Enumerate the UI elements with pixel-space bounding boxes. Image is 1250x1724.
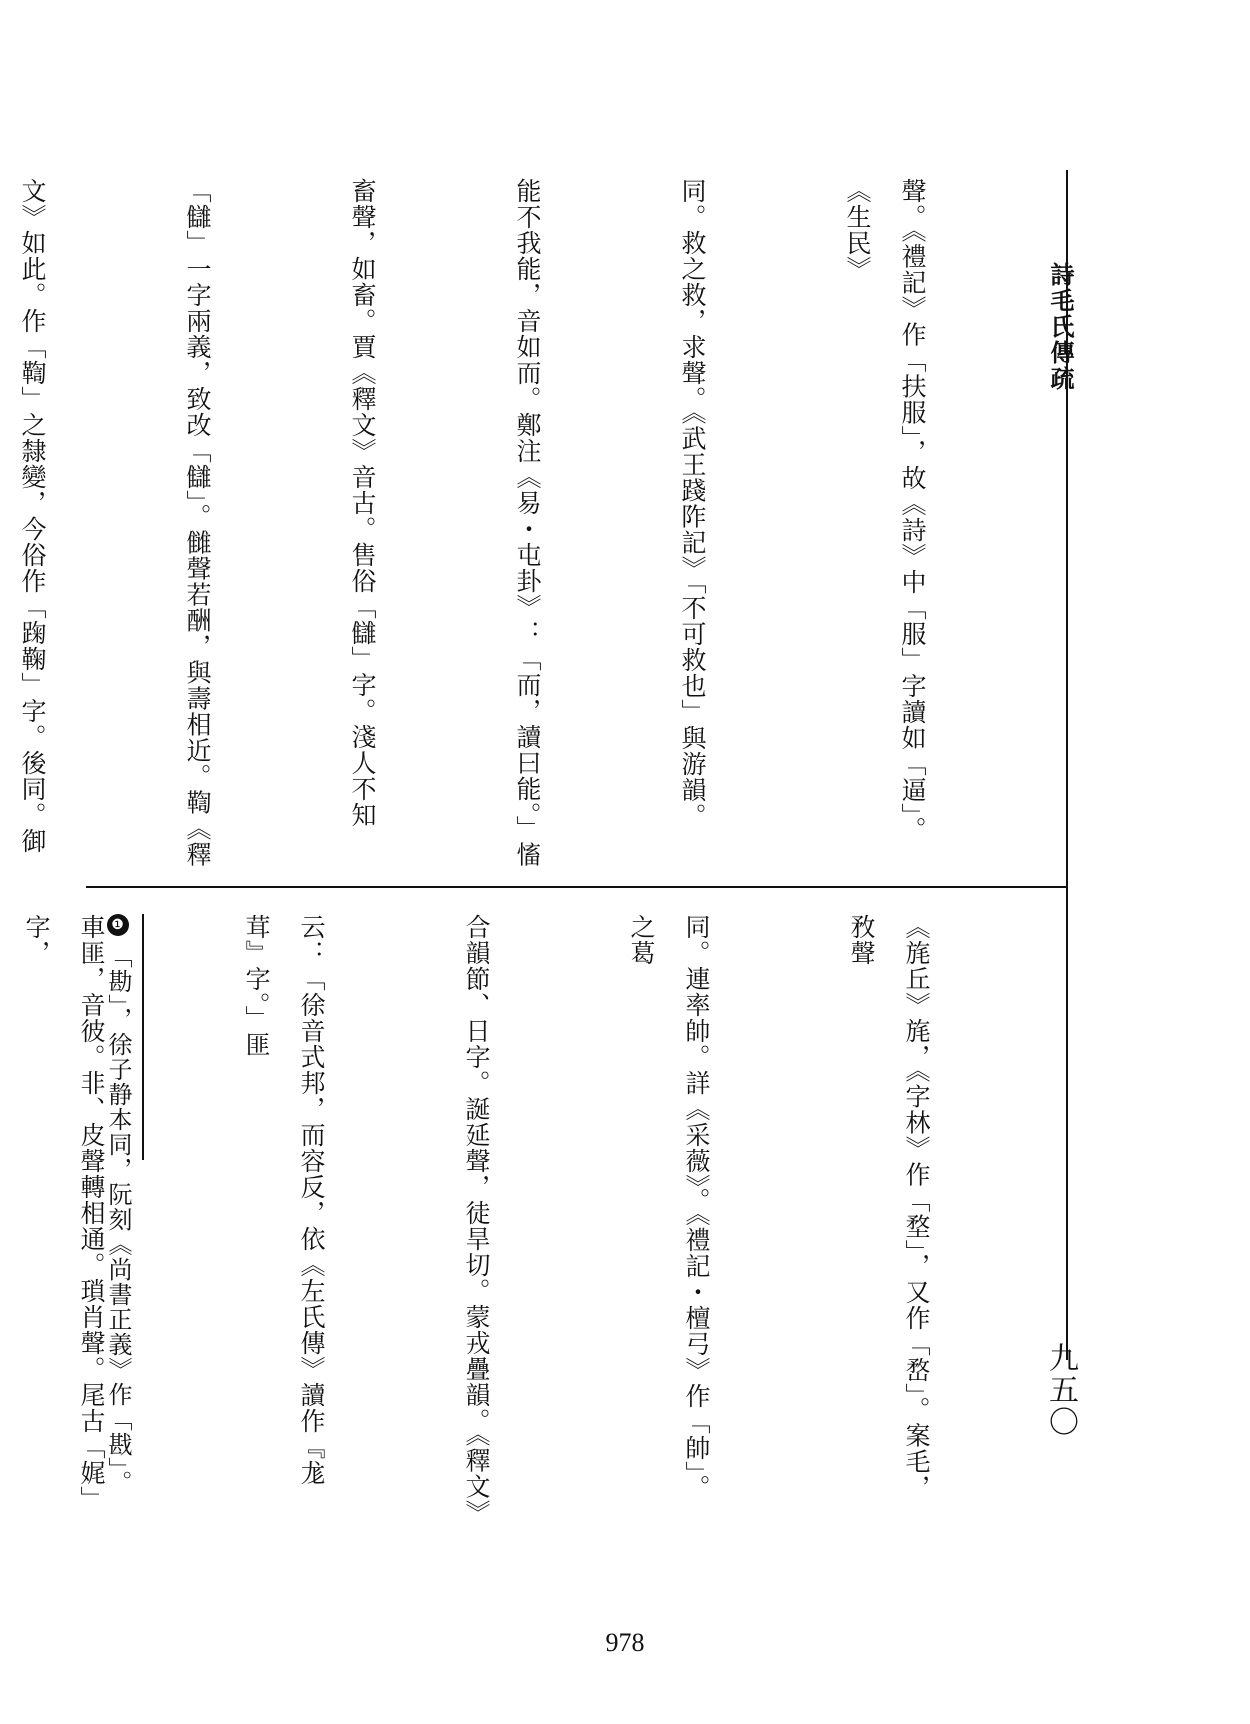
upper-text-block [18, 178, 1050, 868]
text-column: 「讎」一字兩義，致改「讎」。雠聲若酬，與壽相近。鞫《釋 [183, 178, 212, 868]
running-title: 詩毛氏傳疏 [1046, 262, 1075, 392]
text-column: 畜聲，如畜。賈《釋文》音古。售俗「讎」字。淺人不知 [348, 178, 377, 828]
text-column: 云：「徐音式邦，而容反，依《左氏傳》讀作『尨茸』字。」匪 [242, 914, 326, 1486]
text-column: 合韻節、日字。誕延聲，徒旱切。蒙戎疊韻。《釋文》 [462, 914, 491, 1526]
footnote [98, 914, 138, 1534]
text-column: 《旄丘》旄，《字林》作「堥」，又作「嵍」。案毛，敄聲 [847, 914, 931, 1501]
footnote-text: 「勘」，徐子静本同，阮刻《尚書正義》作「戡」。 [104, 944, 132, 1495]
text-column: 聲。《禮記》作「扶服」，故《詩》中「服」字讀如「逼」。《生民》 [843, 178, 927, 843]
text-column: 同。連率帥。詳《采薇》。《禮記・檀弓》作「帥」。之葛 [627, 914, 711, 1501]
folio-number: 九五〇 [1043, 1342, 1078, 1438]
text-column: 文》如此。作「鞫」之隸變，今俗作「踘鞠」字。後同。御 [18, 178, 47, 854]
text-column: 同。救之救，求聲。《武王踐阼記》「不可救也」與游韻。 [678, 178, 707, 829]
text-column: 車匪，音彼。非、皮聲轉相通。瑣肖聲。尾古「娓」字， [22, 914, 106, 1512]
frame-rule-middle [86, 886, 1066, 888]
text-column: 能不我能，音如而。鄭注《易・屯卦》：「而，讀曰能。」慉 [513, 178, 542, 868]
page-number: 978 [605, 1628, 645, 1657]
footnote-marker: ❶ [107, 914, 129, 936]
